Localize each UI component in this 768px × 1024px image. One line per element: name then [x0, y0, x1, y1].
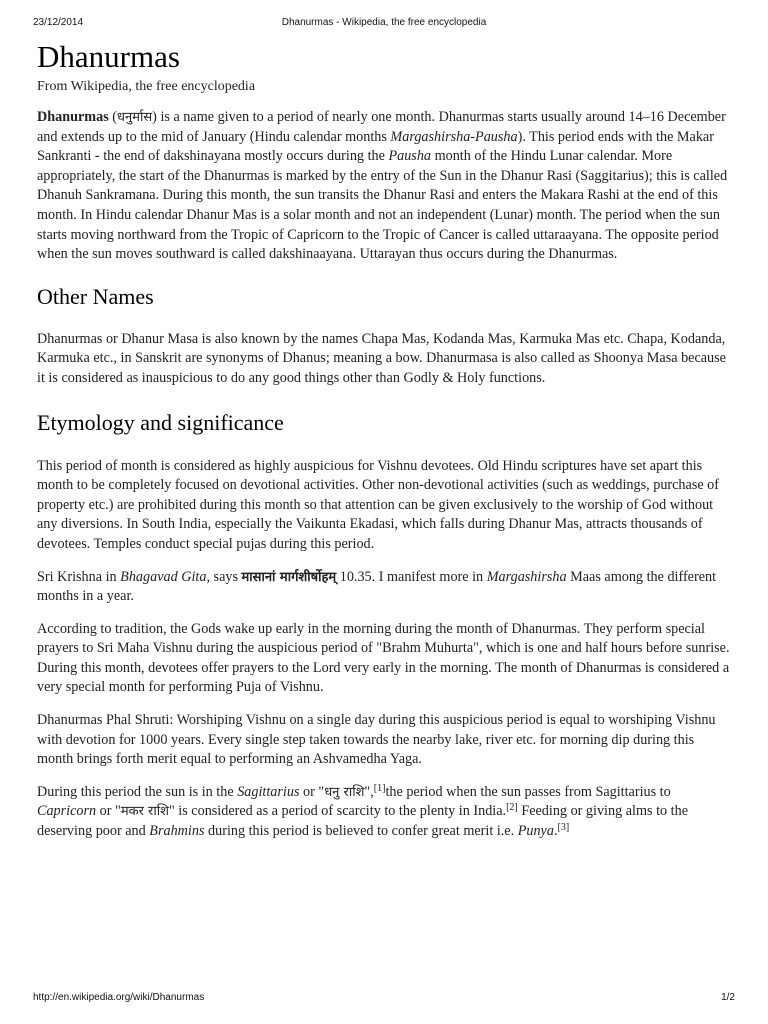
print-page-number: 1/2: [721, 992, 735, 1003]
etymology-paragraph-5: During this period the sun is in the Sagittarius or "धनु राशि",[1]the period when the sun passes from Sagittarius to Capricorn or "मकर राशि" is considered as a period of scarcity to the plenty in India.[2] Feeding or giving alms to the deserving poor and Brahmins during this period is believed to confer great merit i.e. Punya.[3]: [37, 782, 688, 840]
reference-link-1[interactable]: [1]: [373, 782, 386, 794]
print-page-title: Dhanurmas - Wikipedia, the free encyclopedia: [281, 17, 487, 28]
etymology-paragraph-1: This period of month is considered as highly auspicious for Vishnu devotees. Old Hindu scriptures have set apart this month to be completely focused on devotional activities. Other non-devotional activities (such as weddings, purchase of property etc.) are prohibited during this month so that attention can be given exclusively to the worship of God without any diversions. In South India, especially the Vaikunta Ekadasi, which falls during Dhanur Mas, attracts thousands of devotees. Temples conduct special pujas during this period.: [37, 457, 720, 552]
reference-link-2[interactable]: [2]: [506, 802, 518, 814]
article: [37, 38, 732, 842]
print-url: http://en.wikipedia.org/wiki/Dhanurmas: [33, 992, 205, 1003]
intro-paragraph: Dhanurmas (धनुर्मास) is a name given to a period of nearly one month. Dhanurmas starts usually around 14–16 December and extends up to the mid of January (Hindu calendar months Margashirsha-Pausha). This period ends with the Makar Sankranti - the end of dakshinayana mostly occurs during the Pausha month of the Hindu Lunar calendar. More appropriately, the start of the Dhanurmas is marked by the entry of the Sun in the Dhanur Rasi (Saggitarius); this is called Dhanuh Sankramana. During this month, the sun transits the Dhanur Rasi and enters the Makara Rashi at the end of this month. In Hindu calendar Dhanur Mas is a solar month and not an independent (Lunar) month. The period when the sun starts moving northward from the Tropic of Capricorn to the Tropic of Cancer is called uttaraayana. The opposite period when the sun moves southward is called dakshinaayana. Uttarayan thus occurs during the Dhanurmas.: [37, 109, 728, 263]
other-names-paragraph: Dhanurmas or Dhanur Masa is also known by the names Chapa Mas, Kodanda Mas, Karmuka Mas etc. Chapa, Kodanda, Karmuka etc., in Sanskrit are synonyms of Dhanus; meaning a bow. Dhanurmasa is also called as Shoonya Masa because it is considered as inauspicious to do any good things other than Godly & Holy functions.: [37, 330, 726, 386]
etymology-paragraph-3: According to tradition, the Gods wake up early in the morning during the month of Dhanurmas. They perform special prayers to Sri Maha Vishnu during the auspicious period of "Brahm Muhurta", which is one and half hours before sunrise. During this month, devotees offer prayers to the Lord very early in the morning. The month of Dhanurmas is considered a very special month for performing Puja of Vishnu.: [37, 620, 730, 696]
heading-other-names: Other Names: [37, 283, 154, 309]
print-header: [33, 17, 735, 31]
intro-term-devanagari: धनुर्मास: [117, 110, 153, 125]
print-date: 23/12/2014: [33, 17, 84, 28]
gita-verse: मासानां मार्गशीर्षोहम्: [241, 569, 337, 585]
etymology-paragraph-4: Dhanurmas Phal Shruti: Worshiping Vishnu on a single day during this auspicious period is equal to worshiping Vishnu with devotion for 1000 years. Every single step taken towards the nearby lake, river etc. for morning dip during this month brings forth merit equal to performing an Ashvamedha Yaga.: [37, 712, 716, 768]
etymology-paragraph-2: Sri Krishna in Bhagavad Gita, says मासानां मार्गशीर्षोहम् 10.35. I manifest more in Margashirsha Maas among the different months in a year.: [37, 568, 717, 605]
heading-etymology: Etymology and significance: [37, 409, 284, 435]
page-subtitle: From Wikipedia, the free encyclopedia: [37, 79, 256, 94]
page-title: Dhanurmas: [37, 39, 180, 74]
reference-link-3[interactable]: [3]: [557, 822, 570, 834]
print-footer: [33, 992, 735, 1006]
intro-term: Dhanurmas: [37, 109, 109, 125]
